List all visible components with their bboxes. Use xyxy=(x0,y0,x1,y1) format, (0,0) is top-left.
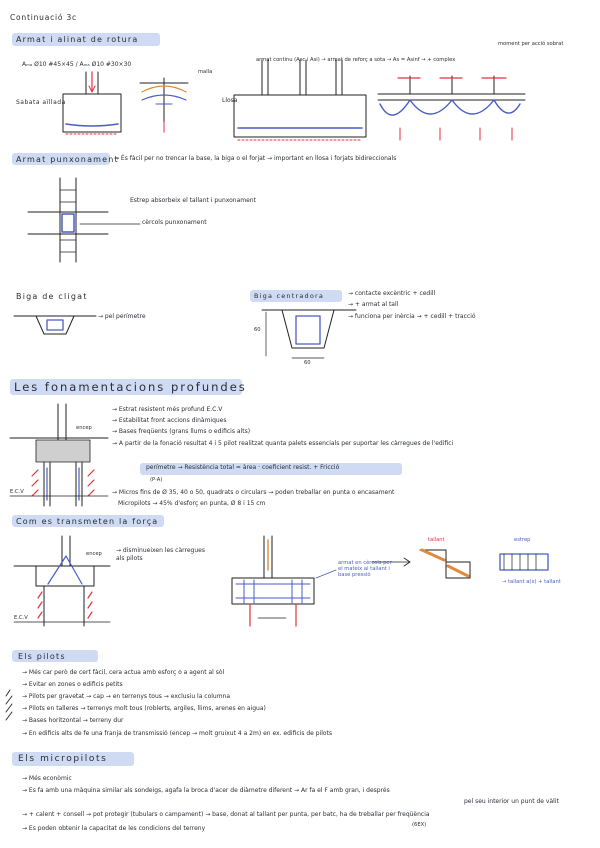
centr-line1: → contacte excèntric + cedill xyxy=(348,290,436,297)
punx-title: Armat punxonament xyxy=(16,155,119,164)
tallant-label: tallant xyxy=(428,537,445,543)
pilots-line6: → En edificis alts de fe una franja de transmissió (encep → molt gruixut 4 a 2m) en ex. edificis de pilots xyxy=(22,730,333,737)
pilots-title: Els pilots xyxy=(18,652,66,661)
prof-line5: perímetre → Resistència total = àrea · coeficient resist. + Fricció xyxy=(146,464,340,471)
momentum-note: moment per acció sobrat xyxy=(498,41,564,47)
llosa-drawing xyxy=(234,60,366,140)
pilots-line3: → Pilots per gravetat → cap → en terrenys tous → exclusiu la columna xyxy=(22,693,231,700)
transmeten-note-right: armat en cèrcols per el mateix al tallant i base pressió xyxy=(338,560,392,579)
prof-line3: → Bases freqüents (grans llums o edificis alts) xyxy=(112,428,251,435)
pilots-line4: → Pilots en talleres → terrenys molt tous (roblerts, argiles, llims, arenes en aigua) xyxy=(22,705,266,712)
centr-dim2: 60 xyxy=(304,360,311,366)
prof-line6: → Micros fins de Ø 35, 40 o 50, quadrats o circulars → poden treballar en punta o encasament xyxy=(112,489,395,496)
cligat-title: Biga de cligat xyxy=(16,292,88,301)
centr-line3: → funciona per inèrcia → + cedill + tracció xyxy=(348,313,476,320)
micro-line3b: (6EX) xyxy=(412,822,427,828)
prof-line5b: (P·A) xyxy=(150,477,163,483)
prof-line7: Micropilots → 45% d'esforç en punta, Ø 8 i 15 cm xyxy=(118,500,266,507)
punx-line1: → És fàcil per no trencar la base, la biga o el forjat → important en llosa i forjats bidireccionals xyxy=(114,155,397,162)
prof-line4: → A partir de la fonació resultat 4 i 5 pilot realitzat quanta palets essencials per suportar les càrregues de l'edifici xyxy=(112,440,454,447)
micro-line3: → + calent + consell → pot protegir (tubulars o campament) → base, donat al tallant per punta, per batc, ha de treballar per freqüència xyxy=(22,811,430,818)
micro-line4: → Es poden obtenir la capacitat de les condicions del terreny xyxy=(22,825,206,832)
punx-line3: cèrcols punxonament xyxy=(142,219,207,226)
moment-drawing xyxy=(378,76,525,140)
prof-line2: → Estabilitat front accions dinàmiques xyxy=(112,417,227,424)
punx-line2: Estrep absorbeix el tallant i punxonament xyxy=(130,197,256,204)
bracket-marks xyxy=(6,690,12,720)
estrep-label: estrep xyxy=(514,537,531,543)
profundes-drawing xyxy=(10,404,108,506)
armat-title: Armat i alinat de rotura xyxy=(16,35,139,44)
armat-formula-note: malla xyxy=(198,69,213,75)
pilots-line5: → Bases horitzontal → terreny dur xyxy=(22,717,124,724)
encep-cage-drawing xyxy=(232,536,336,626)
transmeten-drawing xyxy=(14,536,110,626)
profundes-title: Les fonamentacions profundes xyxy=(14,380,247,394)
pilots-line1: → Més car però de cert fàcil, cera actua amb esforç o a agent al sòl xyxy=(22,669,225,676)
biga-centradora-drawing xyxy=(262,310,356,358)
tallant2-label: → tallant a(x) + tallant xyxy=(502,579,561,585)
transmeten-label-ecv: E.C.V xyxy=(14,615,28,621)
sabata-label: Sabata aïllada xyxy=(16,99,66,106)
micro-title: Els micropilots xyxy=(18,754,108,764)
centr-dim1: 60 xyxy=(254,327,261,333)
malla-drawing xyxy=(140,78,188,132)
centr-line2: → + armat al tall xyxy=(348,301,399,308)
pilots-line2: → Evitar en zones o edificis petits xyxy=(22,681,123,688)
transmeten-label-encep: encep xyxy=(86,551,102,557)
tallant-drawing xyxy=(372,550,548,578)
micro-line2b: pel seu interior un punt de vàlit xyxy=(464,798,559,805)
armat-continu-text: armat continu (Asc i Asi) → armat de reforç a sota → As = Asinf → + complex xyxy=(256,57,456,63)
prof-line1: → Estrat resistent més profund E.C.V xyxy=(112,406,223,413)
transmeten-title: Com es transmeten la força xyxy=(16,517,159,526)
llosa-label: Llosa xyxy=(222,97,238,104)
transmeten-note: → disminueixen les càrregues als pilots xyxy=(116,547,205,563)
page-title: Continuació 3c xyxy=(10,13,77,22)
cligat-note: → pel perímetre xyxy=(98,313,146,320)
prof-label-ecv: E.C.V xyxy=(10,489,24,495)
prof-label-encep: encep xyxy=(76,425,92,431)
sabata-drawing xyxy=(63,72,121,134)
armat-formula: Aₘₐ Ø10 #45×45 / Aₘₐ Ø10 #30×30 xyxy=(22,61,132,68)
centradora-title: Biga centradora xyxy=(254,292,325,300)
punxonament-drawing xyxy=(28,178,140,262)
biga-cligat-drawing xyxy=(14,316,96,334)
micro-line1: → Més econòmic xyxy=(22,775,72,782)
micro-line2: → Es fa amb una màquina similar als sondeigs, agafa la broca d'acer de diàmetre diferent → Ar fa el F amb gran, i després xyxy=(22,787,390,794)
